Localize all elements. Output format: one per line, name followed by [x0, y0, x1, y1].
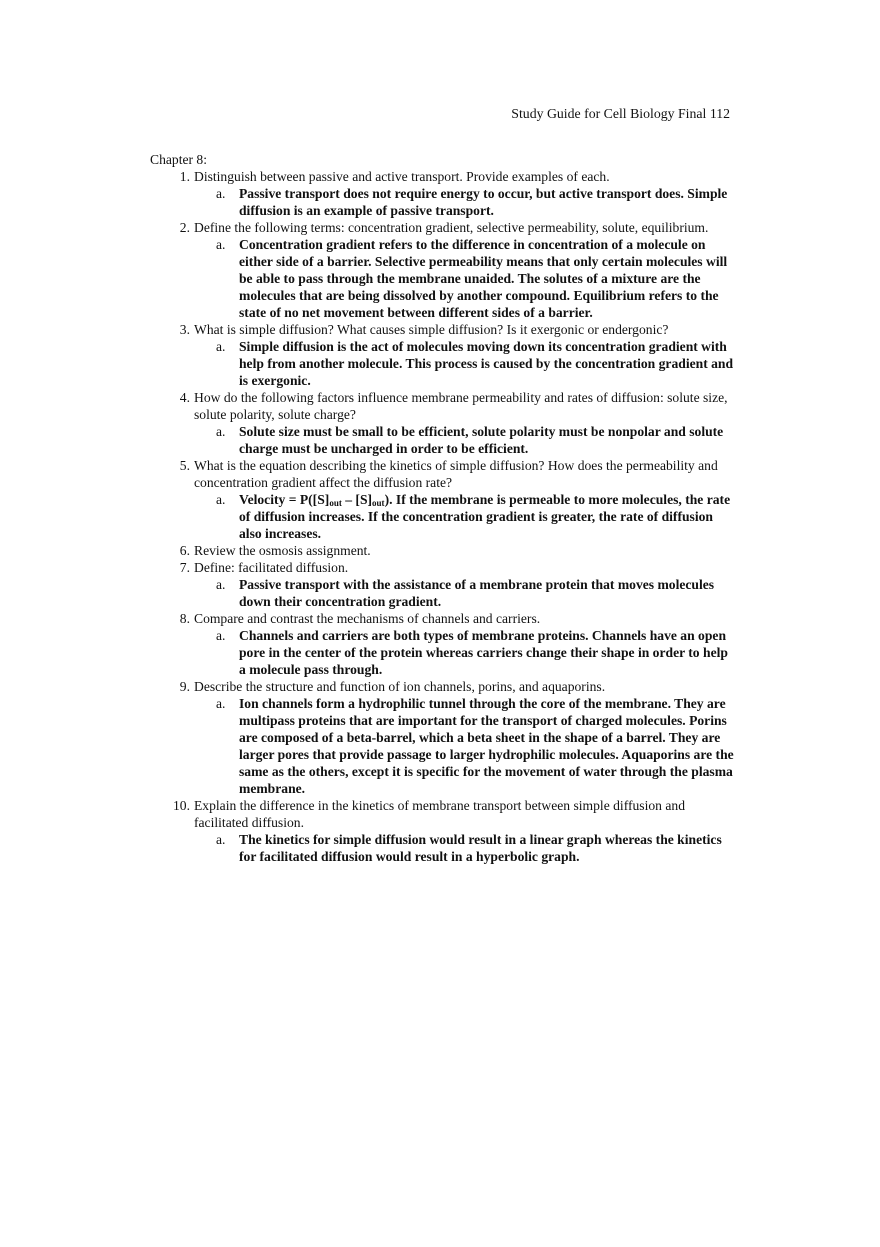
- question-item: [150, 168, 735, 219]
- answer-text: Channels and carriers are both types of membrane proteins. Channels have an open pore in the center of the protein whereas carriers change their shape in order to help a molecule pass through.: [239, 628, 728, 677]
- question-text: Define: facilitated diffusion.: [194, 560, 349, 575]
- answer-item: [194, 491, 735, 542]
- question-number: 2.: [179, 220, 190, 235]
- answer-text: Passive transport does not require energy to occur, but active transport does. Simple diffusion is an example of passive transport.: [239, 186, 728, 218]
- question-item: [150, 321, 735, 389]
- answer-text: The kinetics for simple diffusion would result in a linear graph whereas the kinetics for facilitated diffusion would result in a hyperbolic graph.: [239, 832, 722, 864]
- page-header: Study Guide for Cell Biology Final 112: [511, 106, 730, 121]
- question-item: [150, 542, 735, 559]
- answer-marker: a.: [216, 832, 226, 847]
- answer-text: Ion channels form a hydrophilic tunnel through the core of the membrane. They are multipass proteins that are important for the transport of charged molecules. Porins are composed of a beta-barrel, which a beta sheet in the shape of a barrel. They are larger pores that provide passage to larger hydrophilic molecules. Aquaporins are the same as the others, except it is specific for the movement of water through the plasma membrane.: [239, 696, 734, 796]
- answer-text: Concentration gradient refers to the difference in concentration of a molecule on either side of a barrier. Selective permeability means that only certain molecules will be able to pass through the membrane unaided. The solutes of a mixture are the molecules that are being dissolved by another compound. Equilibrium refers to the state of no net movement between different sides of a barrier.: [239, 237, 728, 320]
- question-number: 10.: [173, 798, 190, 813]
- question-number: 3.: [179, 322, 190, 337]
- question-number: 1.: [179, 169, 190, 184]
- answer-item: [194, 338, 735, 389]
- answer-item: [194, 236, 735, 321]
- answer-marker: a.: [216, 628, 226, 643]
- question-text: Describe the structure and function of ion channels, porins, and aquaporins.: [194, 679, 606, 694]
- question-number: 8.: [179, 611, 190, 626]
- answer-marker: a.: [216, 339, 226, 354]
- question-number: 9.: [179, 679, 190, 694]
- answer-marker: a.: [216, 237, 226, 252]
- answer-text: If the membrane is permeable to more molecules, the rate of diffusion increases. If the concentration gradient is greater, the rate of diffusion also increases.: [239, 492, 731, 541]
- answer-marker: a.: [216, 424, 226, 439]
- question-number: 7.: [179, 560, 190, 575]
- velocity-equation: [239, 492, 393, 507]
- question-text: Compare and contrast the mechanisms of channels and carriers.: [194, 611, 541, 626]
- question-text: How do the following factors influence membrane permeability and rates of diffusion: solute size, solute polarity, solute charge?: [194, 390, 728, 422]
- question-text: Review the osmosis assignment.: [194, 543, 371, 558]
- question-list: [150, 168, 735, 865]
- equation-part: ).: [384, 492, 393, 507]
- answer-item: [194, 576, 735, 610]
- answer-item: [194, 627, 735, 678]
- question-text: Explain the difference in the kinetics of membrane transport between simple diffusion and facilitated diffusion.: [194, 798, 685, 830]
- chapter-heading: Chapter 8:: [150, 152, 208, 167]
- question-item: [150, 457, 735, 542]
- answer-marker: a.: [216, 492, 226, 507]
- subscript-out: out: [329, 498, 342, 508]
- answer-text: Simple diffusion is the act of molecules moving down its concentration gradient with help from another molecule. This process is caused by the concentration gradient and is exergonic.: [239, 339, 734, 388]
- question-item: [150, 219, 735, 321]
- question-item: [150, 797, 735, 865]
- answer-item: [194, 831, 735, 865]
- question-item: [150, 559, 735, 610]
- answer-item: [194, 185, 735, 219]
- answer-item: [194, 423, 735, 457]
- answer-marker: a.: [216, 577, 226, 592]
- document-body: [150, 151, 735, 865]
- answer-marker: a.: [216, 696, 226, 711]
- question-item: [150, 389, 735, 457]
- answer-marker: a.: [216, 186, 226, 201]
- question-number: 6.: [179, 543, 190, 558]
- question-number: 5.: [179, 458, 190, 473]
- question-item: [150, 678, 735, 797]
- question-text: What is the equation describing the kinetics of simple diffusion? How does the permeability and concentration gradient affect the diffusion rate?: [194, 458, 718, 490]
- answer-text: Passive transport with the assistance of a membrane protein that moves molecules down their concentration gradient.: [239, 577, 715, 609]
- question-text: What is simple diffusion? What causes simple diffusion? Is it exergonic or endergonic?: [194, 322, 669, 337]
- answer-item: [194, 695, 735, 797]
- equation-part: – [S]: [341, 492, 373, 507]
- answer-text: Solute size must be small to be efficient, solute polarity must be nonpolar and solute charge must be uncharged in order to be efficient.: [239, 424, 724, 456]
- question-text: Define the following terms: concentration gradient, selective permeability, solute, equilibrium.: [194, 220, 709, 235]
- question-text: Distinguish between passive and active transport. Provide examples of each.: [194, 169, 610, 184]
- question-number: 4.: [179, 390, 190, 405]
- equation-part: Velocity = P([S]: [239, 492, 330, 507]
- question-item: [150, 610, 735, 678]
- subscript-out: out: [372, 498, 385, 508]
